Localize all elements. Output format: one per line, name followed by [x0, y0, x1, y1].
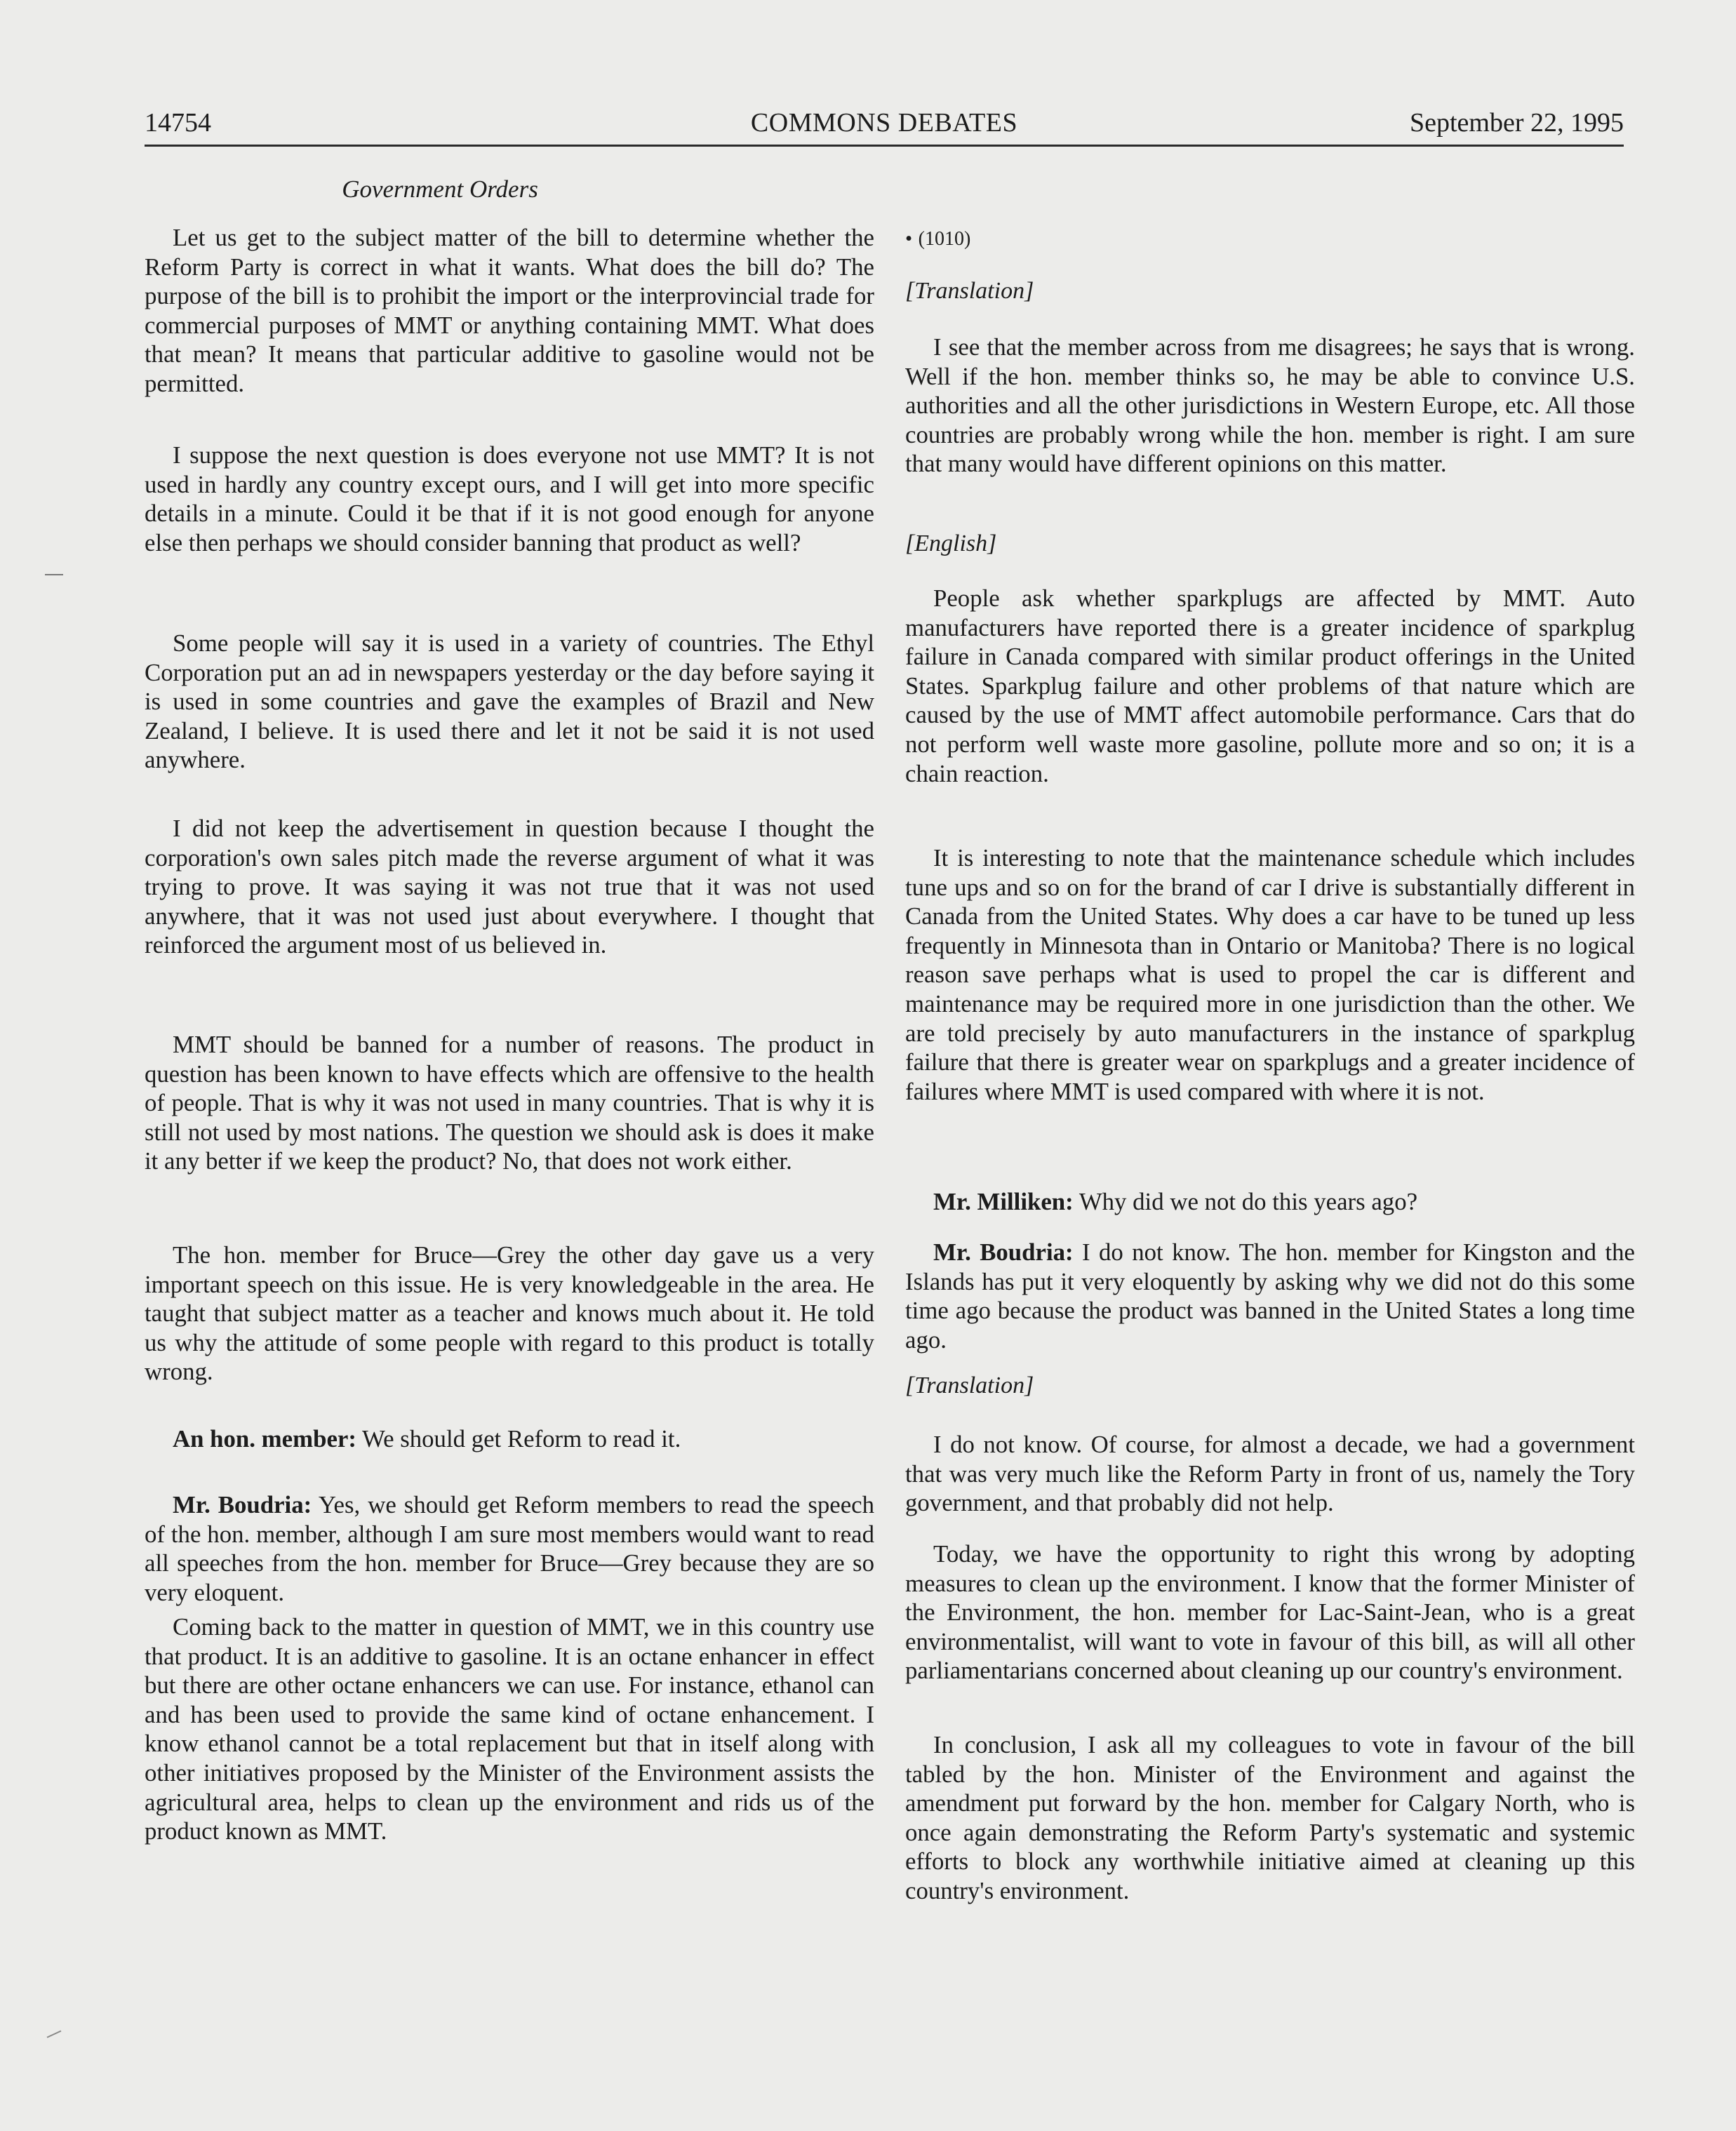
time-marker	[905, 223, 970, 254]
speech-text: I do not know. The hon. member for Kingston and the Islands has put it very eloquently by asking why we did not do this some time ago because the product was banned in the United States a long time ago.	[905, 1238, 1635, 1354]
speaker-name: Mr. Boudria:	[173, 1491, 312, 1518]
paragraph: It is interesting to note that the maintenance schedule which includes tune ups and so on for the brand of car I drive is substantially different in Canada from the United States. Why does a car have to be tuned up less frequently in Minnesota than in Ontario or Manitoba? There is no logical reason save perhaps what is used to propel the car is different and maintenance may be required more in one jurisdiction than the other. We are told precisely by auto manufacturers in the instance of sparkplug failure that there is greater wear on sparkplugs and a greater incidence of failures where MMT is used compared with where it is not.	[905, 844, 1635, 1105]
speech-text: Why did we not do this years ago?	[1073, 1188, 1418, 1215]
paragraph: MMT should be banned for a number of reasons. The product in question has been known to have effects which are offensive to the health of people. That is why it was not used in many countries. That is why it is still not used by most nations. The question we should ask is does it make it any better if we keep the product? No, that does not work either.	[145, 1031, 874, 1175]
paragraph: Today, we have the opportunity to right this wrong by adopting measures to clean up the environment. I know that the former Minister of the Environment, the hon. member for Lac-Saint-Jean, who is a great environmentalist, will want to vote in favour of this bill, as will all other parliamentarians concerned about cleaning up our country's environment.	[905, 1540, 1635, 1685]
paragraph: I did not keep the advertisement in question because I thought the corporation's own sales pitch made the reverse argument of what it was trying to prove. It was saying it was not true that it was not used anywhere, that it was not used just about everywhere. I thought that reinforced the argument most of us believed in.	[145, 815, 874, 959]
page-number: 14754	[145, 108, 211, 138]
language-label: [Translation]	[905, 278, 1034, 304]
section-title: Government Orders	[342, 175, 538, 203]
paragraph: In conclusion, I ask all my colleagues to vote in favour of the bill tabled by the hon. Minister of the Environment and against the amendment put forward by the hon. member for Calgary North, who is once again demonstrating the Reform Party's systematic and systemic efforts to block any worthwhile initiative aimed at cleaning up this country's environment.	[905, 1731, 1635, 1904]
paragraph: I see that the member across from me disagrees; he says that is wrong. Well if the hon. member thinks so, he may be able to convince U.S. authorities and all the other jurisdictions in Western Europe, etc. All those countries are probably wrong while the hon. member is right. I am sure that many would have different opinions on this matter.	[905, 333, 1635, 478]
page-header	[145, 105, 1624, 147]
speech-text: We should get Reform to read it.	[356, 1425, 681, 1452]
margin-mark	[47, 2030, 62, 2038]
paragraph: People ask whether sparkplugs are affected by MMT. Auto manufacturers have reported there is a greater incidence of sparkplug failure in Canada compared with similar product offerings in the United States. Sparkplug failure and other problems of that nature which are caused by the use of MMT affect automobile performance. Cars that do not perform well waste more gasoline, pollute more and so on; it is a chain reaction.	[905, 584, 1635, 787]
speaker-name: Mr. Milliken:	[933, 1188, 1074, 1215]
paragraph: Some people will say it is used in a variety of countries. The Ethyl Corporation put an ad in newspapers yesterday or the day before saying it is used in some countries and gave the examples of Brazil and New Zealand, I believe. It is used there and let it not be said it is not used anywhere.	[145, 629, 874, 774]
paragraph	[905, 1187, 1635, 1217]
speaker-name: Mr. Boudria:	[933, 1238, 1074, 1266]
paragraph: Coming back to the matter in question of MMT, we in this country use that product. It is an additive to gasoline. It is an octane enhancer in effect but there are other octane enhancers we can use. For instance, ethanol can and has been used to provide the same kind of octane enhancement. I know ethanol cannot be a total replacement but that in itself along with other initiatives proposed by the Minister of the Environment assists the agricultural area, helps to clean up the environment and rids us of the product known as MMT.	[145, 1613, 874, 1845]
bullet-icon: •	[905, 227, 913, 250]
speaker-name: An hon. member:	[173, 1425, 356, 1452]
publication-date: September 22, 1995	[1409, 108, 1624, 138]
language-label: [Translation]	[905, 1372, 1034, 1398]
margin-mark	[45, 574, 63, 575]
paragraph: Let us get to the subject matter of the bill to determine whether the Reform Party is correct in what it wants. What does the bill do? The purpose of the bill is to prohibit the import or the interprovincial trade for commercial purposes of MMT or anything containing MMT. What does that mean? It means that particular additive to gasoline would not be permitted.	[145, 224, 874, 397]
paragraph: The hon. member for Bruce—Grey the other day gave us a very important speech on this issue. He is very knowledgeable in the area. He taught that subject matter as a teacher and knows much about it. He told us why the attitude of some people with regard to this product is totally wrong.	[145, 1241, 874, 1386]
language-label: [English]	[905, 530, 997, 556]
paragraph	[145, 1424, 874, 1454]
paragraph	[905, 1238, 1635, 1354]
header-rule	[145, 145, 1624, 147]
paragraph: I suppose the next question is does everyone not use MMT? It is not used in hardly any country except ours, and I will get into more specific details in a minute. Could it be that if it is not good enough for anyone else then perhaps we should consider banning that product as well?	[145, 441, 874, 556]
paragraph	[145, 1490, 874, 1607]
publication-title: COMMONS DEBATES	[750, 108, 1018, 138]
paragraph: I do not know. Of course, for almost a decade, we had a government that was very much like the Reform Party in front of us, namely the Tory government, and that probably did not help.	[905, 1431, 1635, 1517]
time-marker-text: (1010)	[918, 228, 971, 250]
speech-text: Yes, we should get Reform members to read the speech of the hon. member, although I am sure most members would want to read all speeches from the hon. member for Bruce—Grey because they are so very eloquent.	[145, 1491, 875, 1606]
